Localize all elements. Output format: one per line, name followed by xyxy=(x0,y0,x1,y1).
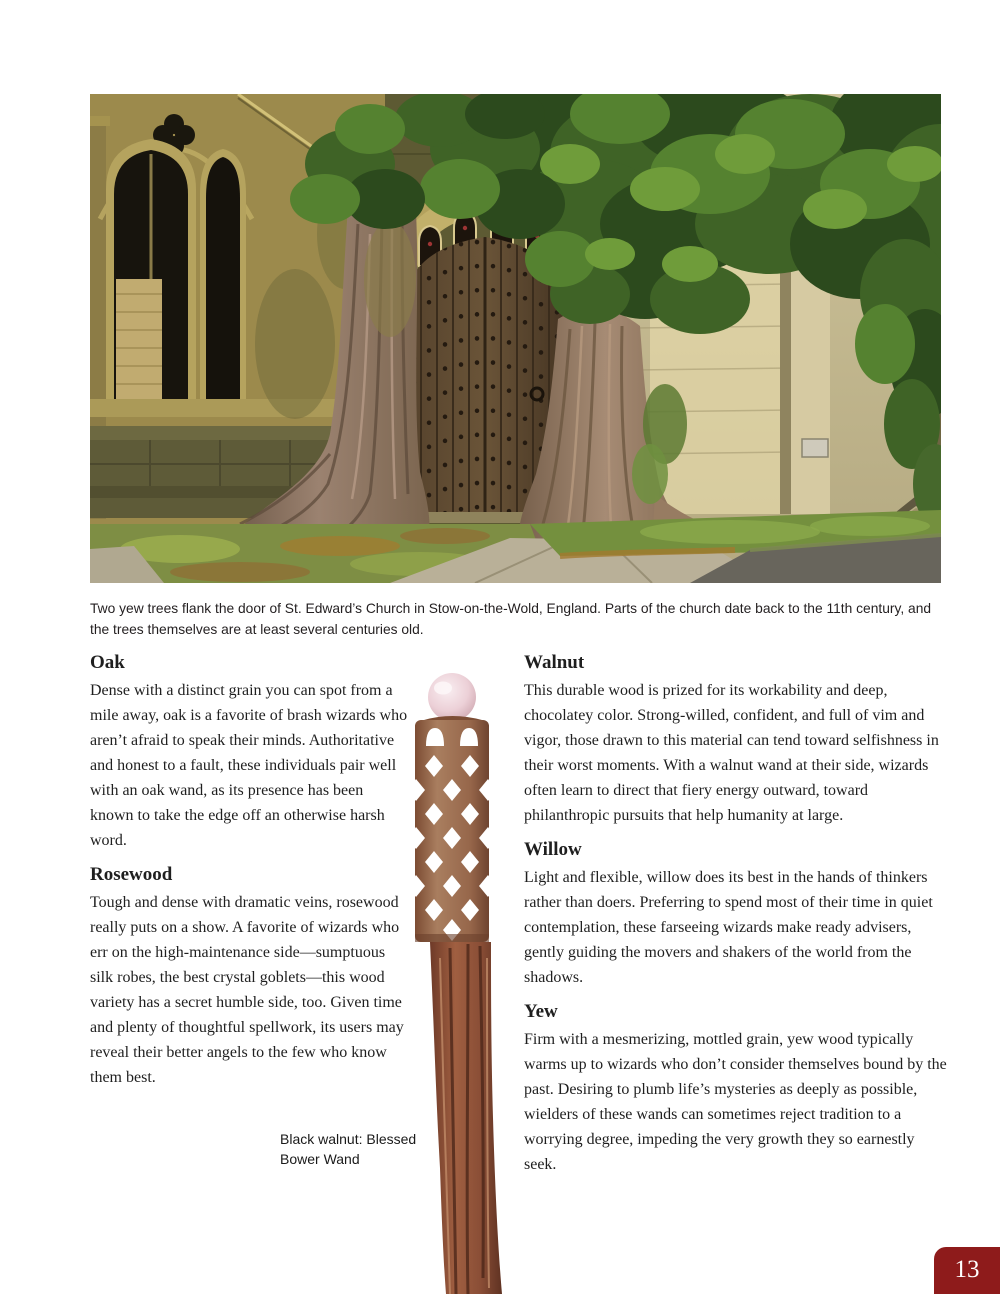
right-column xyxy=(524,650,948,1177)
wall-vent xyxy=(802,439,828,457)
lattice-handle xyxy=(407,716,497,942)
section-walnut xyxy=(524,650,948,828)
wand-photo xyxy=(390,668,530,1294)
section-willow xyxy=(524,837,948,990)
gothic-window-right xyxy=(200,149,246,409)
section-heading: Yew xyxy=(524,1001,558,1022)
section-heading: Rosewood xyxy=(90,864,173,885)
page-number-badge: 13 xyxy=(934,1247,1000,1294)
church-photo xyxy=(90,94,941,583)
photo-caption: Two yew trees flank the door of St. Edward’s Church in Stow-on-the-Wold, England. Parts of the church date back to the 11th century, and the trees themselves are at least several centuries old. xyxy=(90,601,932,637)
wand-caption xyxy=(280,1129,416,1169)
section-oak xyxy=(90,650,408,853)
section-rosewood xyxy=(90,862,408,1090)
wand-caption-line2: Bower Wand xyxy=(280,1151,360,1167)
left-column xyxy=(90,650,408,1090)
wand-caption-line1: Black walnut: Blessed xyxy=(280,1131,417,1147)
section-heading: Oak xyxy=(90,652,125,673)
section-body: Tough and dense with dramatic veins, rosewood really puts on a show. A favorite of wizards who err on the high-maintenance side—sumptuous silk robes, the best crystal goblets—this wood variety has a secret humble side, too. Given time and plenty of thoughtful spellwork, its users may reveal their better angels to the few who know them best. xyxy=(90,894,404,1086)
section-yew xyxy=(524,999,948,1177)
church-photo-illustration xyxy=(90,94,941,583)
wand-shaft xyxy=(430,942,502,1294)
section-heading: Walnut xyxy=(524,652,585,673)
section-body: Firm with a mesmerizing, mottled grain, yew wood typically warms up to wizards who don’t consider themselves bound by the past. Desiring to plumb life’s mysteries as deeply as possible, wielders of these wands can sometimes reject tradition to a worrying degree, impeding the very growth they so earnestly seek. xyxy=(524,1031,947,1173)
gothic-window-left xyxy=(106,139,196,409)
section-body: Light and flexible, willow does its best in the hands of thinkers rather than doers. Preferring to spend most of their time in quiet contemplation, these farseeing wizards make ready advisers, gently guiding the movers and shakers of the world from the shadows. xyxy=(524,869,933,986)
section-body: This durable wood is prized for its workability and deep, chocolatey color. Strong-willed, confident, and full of vim and vigor, those drawn to this material can tend toward selfishness in their worst moments. With a walnut wand at their side, wizards often learn to direct that fiery energy outward, toward philanthropic pursuits that help humanity at large. xyxy=(524,682,939,824)
wand-illustration xyxy=(390,668,530,1294)
section-body: Dense with a distinct grain you can spot from a mile away, oak is a favorite of brash wizards who aren’t afraid to speak their minds. Authoritative and honest to a fault, these individuals pair well with an oak wand, as its presence has been known to take the edge off an otherwise harsh word. xyxy=(90,682,408,849)
section-heading: Willow xyxy=(524,839,582,860)
rose-quartz-sphere xyxy=(428,673,476,721)
